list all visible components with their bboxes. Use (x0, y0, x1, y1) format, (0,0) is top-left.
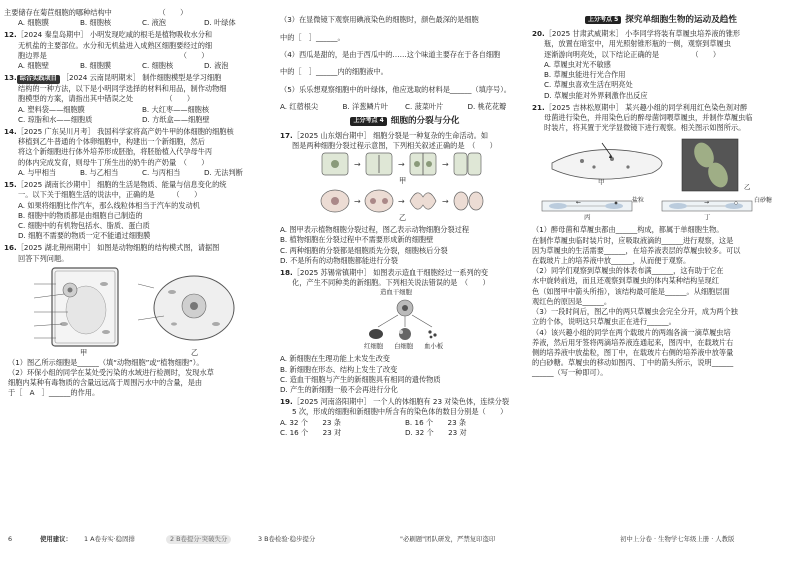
q15-option-d: D. 细胞不需要的物质一定不能通过细胞膜 (18, 231, 151, 241)
q15-option-b: B. 细胞中的物质都是由细胞自己制造的 (18, 210, 143, 220)
q14-line-2: 移植到乙牛普通的个体卵细胞中，构建出一个新细胞，然后 (18, 137, 205, 147)
q13-number: 13. (4, 73, 17, 83)
q16-sub3-line-2: 中的［ ］______。 (280, 32, 345, 42)
q11-option-b: B. 细胞核 (80, 18, 112, 28)
q19-number: 19. (280, 397, 293, 407)
q21-sub2-line-4: 观红色的原因是______。 (532, 296, 612, 306)
left-column (4, 8, 266, 399)
division-row-yi (321, 190, 483, 212)
q19-option-d: D. 32 个 23 对 (405, 427, 467, 437)
question-18 (280, 268, 530, 395)
q15-option-c: C. 细胞中的有机物包括水、脂质、蛋白质 (18, 220, 150, 230)
q19-option-a: A. 32 个 23 条 (280, 417, 341, 427)
q20-number: 20. (532, 29, 545, 39)
q12-option-d: D. 液泡 (204, 61, 229, 71)
page-number: 6 (8, 535, 13, 543)
cell-diagram (4, 264, 266, 358)
q16-sub2-line-1: （2）环保小组的同学在某处受污染的水域进行检测时，发现水草 (8, 368, 214, 378)
q21-sub1-line-2: 在制作草履虫临时装片时，应吸取液滴的______进行观察，这是 (532, 235, 734, 245)
figure-label-jia: 甲 (80, 347, 88, 357)
q14-option-d: D. 无法判断 (204, 167, 243, 177)
q17-line-2: 图是两种细胞分裂过程示意图，下列相关叙述正确的是 （ ） (292, 140, 497, 150)
panel-label-ding: 丁 (704, 213, 711, 222)
cell-division-figure (280, 151, 530, 225)
plant-cell-figure (34, 268, 118, 346)
question-19 (280, 397, 530, 438)
q14-option-b: B. 与乙相当 (80, 167, 119, 177)
q17-line-1: ［2025 山东烟台期中］ 细胞分裂是一种复杂的生命活动。如 (292, 130, 489, 140)
q18-option-d: D. 产生的新细胞一般不会再进行分化 (280, 385, 398, 395)
svg-text:→: → (354, 160, 361, 170)
q16-sub4-line-2: 中的［ ］______内的细胞液中。 (280, 67, 388, 77)
q13-option-b: B. 大红枣——细胞核 (142, 104, 210, 114)
q21-line-1: ［2025 吉林松原期中］ 某兴趣小组的同学利用红色染色剂对醉 (544, 102, 748, 112)
q21-sub4-line-4: 的白砂糖。草履虫的移动如图丙、丁中的箭头所示，说明______ (532, 358, 734, 368)
q17-option-d: D. 不是所有的动物细胞都能进行分裂 (280, 255, 398, 265)
division-label-jia: 甲 (399, 176, 407, 186)
q12-line-1: ［2024 秦皇岛期中］ 小明发现吃咸的根毛是植物吸收水分和 (16, 30, 213, 40)
stem-cell-figure (280, 288, 530, 354)
question-20 (532, 29, 790, 101)
paramecium-jia (552, 143, 662, 179)
q21-number: 21. (532, 102, 545, 112)
book-title: 初中上分卷 · 生物学七年级上册 · 人教版 (620, 535, 735, 543)
panel-label-bing: 丙 (584, 213, 591, 222)
q21-sub1-line-3: 因为草履虫的生活需要______，在培养液表层的草履虫较多。可以 (532, 245, 741, 255)
q16-line-2: 回答下列问题。 (18, 253, 69, 263)
question-17 (280, 131, 530, 266)
q21-sub2-line-2: 水中旋转前进，而且还观察到草履虫的体内某种结构呈现红 (532, 276, 719, 286)
svg-text:→: → (442, 197, 449, 207)
q21-sub4-line-2: 养液，然后用牙签将两滴培养液连通起来，图丙中，在载玻片右 (532, 337, 734, 347)
q17-option-c: C. 两种细胞的分裂都是细胞质先分裂，细胞核后分裂 (280, 245, 448, 255)
usage-tip-c: 3 B卷检验·稳步提分 (258, 535, 316, 543)
q18-option-a: A. 新细胞在生理功能上未发生改变 (280, 354, 390, 364)
q16-sub2-line-2: 细胞内某种有毒物质的含量远远高于周围污水中的含量，是由 (8, 378, 203, 388)
question-12 (4, 30, 266, 71)
q16-sub5: （5）乐乐想观察细胞中的叶绿体，他应选取的材料是______（填序号）。 (280, 84, 511, 94)
q21-sub2-line-3: 色（如图甲中箭头所指），该结构最可能是______。从细胞层面 (532, 286, 730, 296)
q21-sub3-line-2: 立的个体，说明这只草履虫正在进行______。 (532, 317, 676, 327)
paramecium-yi (682, 139, 738, 191)
section-4-badge: 上分考点 4 (350, 117, 386, 126)
question-15 (4, 180, 266, 241)
question-11 (4, 8, 266, 28)
q11-option-c: C. 液泡 (142, 18, 166, 28)
q20-option-c: C. 草履虫喜欢生活在明亮处 (544, 80, 633, 90)
q16-5-option-a: A. 红蓿根尖 (280, 102, 319, 112)
stem-cell-label: 造血干细胞 (380, 288, 412, 297)
q19-line-2: 5 次，形成的细胞和新细胞中所含有的染色体的数目分别是（ ） (292, 407, 508, 417)
q16-5-option-b: B. 洋葱鳞片叶 (342, 102, 388, 112)
usage-tip-a: 1 A卷夯实·稳固排 (84, 535, 135, 543)
q12-option-a: A. 细胞壁 (18, 61, 49, 71)
svg-text:→: → (398, 160, 405, 170)
paramecium-svg (532, 133, 790, 225)
cell-diagram-svg (4, 264, 266, 358)
q17-number: 17. (280, 130, 293, 140)
slide-ding (662, 199, 752, 211)
q20-line-2: 瓶，放置在暗室中，用光照射锥形瓶的一侧，观察到草履虫 (544, 39, 731, 49)
svg-text:→: → (704, 199, 710, 207)
figure-label-yi: 乙 (191, 347, 199, 357)
q15-line-1: ［2025 湖南长沙期中］ 细胞的生活是物质、能量与信息变化的统 (16, 180, 227, 190)
q13-line-3: 胞模型的方案，请指出其中错误之处 （ ） (18, 94, 195, 104)
section-5-title: 探究单细胞生物的运动及趋性 (625, 15, 737, 25)
svg-text:←: ← (576, 199, 582, 207)
question-13 (4, 73, 266, 125)
question-16 (4, 243, 266, 398)
q12-line-2: 无机盐的主要部位。水分和无机盐进入成熟区细胞要经过的细 (18, 40, 213, 50)
usage-label: 使用建议： (40, 535, 72, 543)
q12-option-b: B. 细胞膜 (80, 61, 112, 71)
q19-option-b: B. 16 个 23 条 (405, 417, 467, 427)
q21-line-3: 时装片，将其置于光学显微镜下进行观察。相关图示如图所示。 (544, 123, 746, 133)
q11-stem: 主要储存在菊苣细胞的哪种结构中 （ ） (4, 8, 188, 17)
q16-sub4-line-1: （4）西瓜是甜的，是由于西瓜中的……这个味道主要存在于各自细胞 (280, 50, 501, 59)
q16-line-1: ［2025 湖北荆州期中］ 如图是动物细胞的结构模式图，请据图 (16, 243, 220, 253)
svg-text:→: → (354, 197, 361, 207)
q18-line-2: 化，产生不同种类的新细胞。下列相关说法错误的是 （ ） (292, 278, 490, 288)
q15-line-2: 一。以下关于细胞生活的说法中，正确的是 （ ） (18, 190, 202, 200)
q19-option-c: C. 16 个 23 对 (280, 427, 342, 437)
q13-line-2: 结构的一种方法，以下是小明同学选择的材料和用品，制作动物细 (18, 84, 227, 94)
division-label-yi: 乙 (399, 213, 407, 223)
q14-line-3: 将这个新细胞进行体外培养形成胚胎，将胚胎植入代孕母牛丙 (18, 147, 213, 157)
slide-bing (542, 199, 632, 211)
animal-cell-figure (138, 276, 234, 340)
q20-line-1: ［2025 甘肃武威期末］ 小李同学将装有草履虫培养液的锥形 (544, 29, 741, 39)
q11-option-d: D. 叶绿体 (204, 18, 236, 28)
paramecium-figure (532, 133, 790, 225)
section-4-title: 细胞的分裂与分化 (390, 116, 460, 127)
q14-option-a: A. 与甲相当 (18, 167, 57, 177)
middle-column (280, 8, 530, 438)
q16-number: 16. (4, 243, 17, 253)
q14-line-1: ［2025 广东吴川月考］ 我国科学家将高产奶牛甲的体细胞的细胞核 (16, 126, 234, 136)
q21-sub2-line-1: （2）同学们观察到草履虫的体表布满______，这有助于它在 (532, 266, 724, 276)
q16-sub2-line-3: 于［ A ］______的作用。 (8, 388, 100, 398)
right-column (532, 8, 790, 379)
sugar-label: 白砂糖 (754, 197, 773, 205)
q21-line-2: 母菌进行染色，并用染色后的醉母菌饲喂草履虫，并制作草履虫临 (544, 112, 753, 122)
q12-number: 12. (4, 30, 17, 40)
q13-line-1: ［2024 云南昆明期末］ 制作细胞模型是学习细胞 (61, 73, 222, 83)
panel-label-yi: 乙 (744, 183, 751, 192)
q21-sub1-line-4: 在载玻片上的培养液中放______，从而便于观察。 (532, 256, 691, 266)
section-header-5 (532, 14, 790, 26)
q14-line-4: 的体内完成发育，则母牛丁所生出的奶牛的产奶量 （ ） (18, 157, 209, 167)
q21-sub1-line-1: （1）醉母菌和草履虫都由______构成，都属于单细胞生物。 (532, 225, 724, 235)
q19-line-1: ［2025 河南洛阳期中］ 一个人的体细胞有 23 对染色体，连续分裂 (292, 397, 510, 407)
question-14 (4, 127, 266, 178)
q15-number: 15. (4, 180, 17, 190)
q14-option-c: C. 与丙相当 (142, 167, 181, 177)
q13-option-a: A. 塑料袋——细胞膜 (18, 104, 85, 114)
red-blood-cell-label: 红细胞 (364, 342, 384, 351)
q12-line-3: 胞边界是 （ ） (18, 50, 209, 60)
svg-text:→: → (398, 197, 405, 207)
q16-5-option-d: D. 桃花花瓣 (467, 102, 507, 112)
q14-number: 14. (4, 126, 17, 136)
white-blood-cell-label: 白细胞 (394, 342, 414, 351)
q21-sub4-line-3: 侧的培养液中放盐粒，图丁中，在载玻片右侧的培养液中放等量 (532, 348, 734, 358)
q20-option-b: B. 草履虫能进行光合作用 (544, 70, 626, 80)
q16-sub3-line-1: （3）在显微镜下观察用碘液染色的细胞时，颜色最深的是细胞 (280, 15, 479, 25)
q21-sub4-line-5: ______（写一种即可）。 (532, 368, 608, 378)
q21-sub3-line-1: （3）一段时间后，图乙中的两只草履虫会完全分开，成为两个独 (532, 307, 738, 317)
practice-project-badge: 综合实践项目 (17, 75, 60, 84)
salt-label: 盐粒 (632, 197, 645, 205)
svg-text:→: → (442, 160, 449, 170)
q13-option-c: C. 琼脂和水——细胞质 (18, 114, 93, 124)
q17-option-b: B. 植物细胞在分裂过程中不需要形成新的细胞壁 (280, 235, 434, 245)
q13-option-d: D. 方纸盒——细胞壁 (142, 114, 210, 124)
q20-option-d: D. 草履虫能对外界刺激作出反应 (544, 90, 648, 100)
copyright-note: "必刷题"团队研发，严禁复印盗印 (400, 535, 496, 543)
q18-line-1: ［2025 苏锡常镇期中］ 如图表示造血干细胞经过一系列的变 (292, 267, 489, 277)
panel-label-jia: 甲 (598, 178, 605, 187)
question-21 (532, 103, 790, 379)
usage-tip-b: 2 B卷提分·突破失分 (166, 535, 231, 544)
q21-sub4-line-1: （4）该兴趣小组的同学在两个载玻片的两端各滴一滴草履虫培 (532, 327, 731, 337)
q15-option-a: A. 如果将细胞比作汽车，那么线粒体相当于汽车的发动机 (18, 200, 200, 210)
q17-option-a: A. 图甲表示植物细胞分裂过程，图乙表示动物细胞分裂过程 (280, 225, 470, 235)
q16-sub1: （1）图乙所示细胞是______（填“动物细胞”或“植物细胞”）。 (8, 357, 204, 367)
q16-5-option-c: C. 菠菜叶片 (405, 102, 444, 112)
q18-option-c: C. 造血干细胞与产生的新细胞具有相同的遗传物质 (280, 374, 441, 384)
section-5-badge: 上分考点 5 (585, 16, 621, 25)
division-row-jia (322, 153, 481, 175)
q20-line-3: 逐渐游向明亮处，以下结论正确的是 （ ） (544, 49, 721, 59)
q12-option-c: C. 细胞核 (142, 61, 174, 71)
page-footer (0, 530, 800, 550)
q11-option-a: A. 细胞膜 (18, 18, 49, 28)
q18-option-b: B. 新细胞在形态、结构上发生了改变 (280, 364, 398, 374)
platelet-label: 血小板 (424, 342, 444, 351)
section-header-4 (280, 115, 530, 127)
q20-option-a: A. 草履虫对光不敏感 (544, 59, 611, 69)
q18-number: 18. (280, 267, 293, 277)
